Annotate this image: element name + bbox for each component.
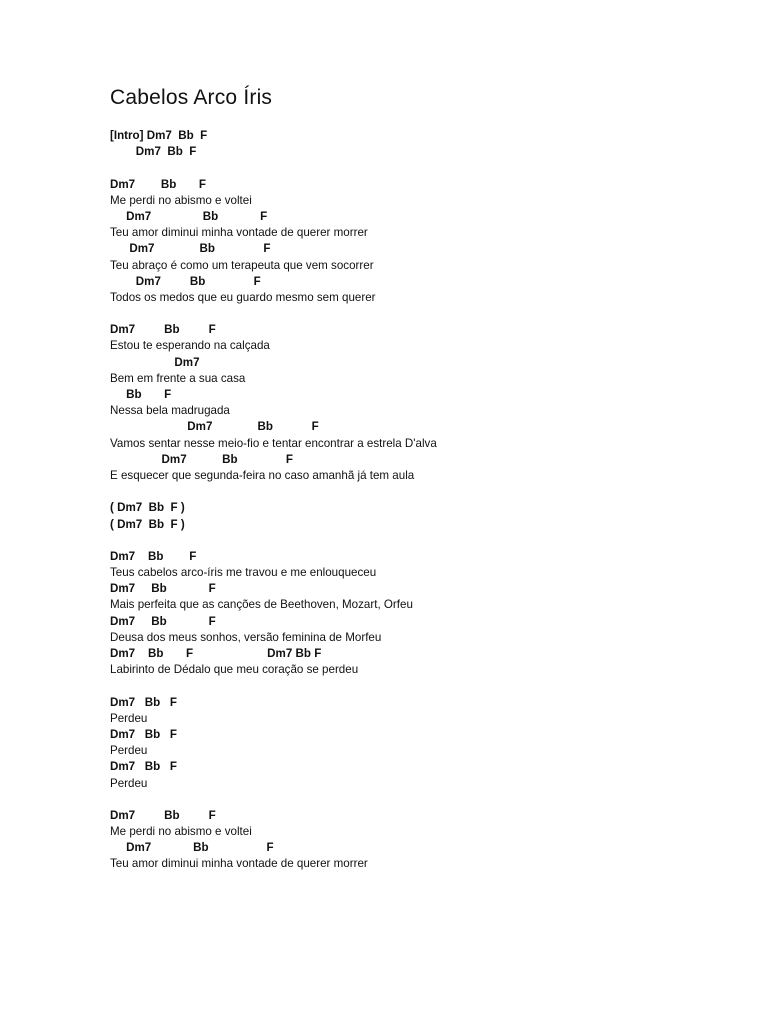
lyric-line: Me perdi no abismo e voltei xyxy=(110,193,252,207)
lyric-line: Bem em frente a sua casa xyxy=(110,371,246,385)
lyric-line: Nessa bela madrugada xyxy=(110,404,230,418)
chord-line: Dm7 Bb F xyxy=(110,177,206,191)
lyric-line: Perdeu xyxy=(110,711,148,725)
lyric-line: Todos os medos que eu guardo mesmo sem querer xyxy=(110,290,376,304)
lyric-line: Teus cabelos arco-íris me travou e me enlouqueceu xyxy=(110,566,377,580)
blank-line xyxy=(110,306,710,322)
chord-line: Dm7 Bb F xyxy=(110,695,177,709)
chord-line: Dm7 Bb F xyxy=(110,582,216,596)
chord-line: Dm7 Bb F xyxy=(110,209,268,223)
blank-line xyxy=(110,792,710,808)
chord-line: [Intro] Dm7 Bb F xyxy=(110,129,208,142)
chord-line: Dm7 Bb F xyxy=(110,841,274,855)
lyric-line: Mais perfeita que as canções de Beethoven, Mozart, Orfeu xyxy=(110,598,413,612)
lyric-line: Teu amor diminui minha vontade de querer morrer xyxy=(110,226,368,240)
chord-sheet xyxy=(110,128,710,873)
chord-line: Dm7 Bb F xyxy=(110,727,177,741)
chord-line: Dm7 Bb F xyxy=(110,549,197,563)
chord-line: Dm7 Bb F xyxy=(110,242,271,256)
blank-line xyxy=(110,678,710,694)
lyric-line: Deusa dos meus sonhos, versão feminina de Morfeu xyxy=(110,630,382,644)
chord-line: ( Dm7 Bb F ) xyxy=(110,517,185,531)
lyric-line: Me perdi no abismo e voltei xyxy=(110,825,252,839)
chord-line: Bb F xyxy=(110,388,172,401)
lyric-line: Vamos sentar nesse meio-fio e tentar encontrar a estrela D'alva xyxy=(110,436,437,450)
song-title: Cabelos Arco Íris xyxy=(110,86,273,109)
chord-line: Dm7 Bb F Dm7 Bb F xyxy=(110,647,322,660)
chord-line: Dm7 Bb F xyxy=(110,808,216,822)
lyric-line: Perdeu xyxy=(110,744,148,758)
blank-line xyxy=(110,533,710,549)
chord-line: Dm7 Bb F xyxy=(110,452,293,466)
chord-line: Dm7 Bb F xyxy=(110,323,216,337)
lyric-line: Perdeu xyxy=(110,776,148,790)
lyric-line: E esquecer que segunda-feira no caso amanhã já tem aula xyxy=(110,468,415,482)
blank-line xyxy=(110,160,710,176)
lyric-line: Teu amor diminui minha vontade de querer morrer xyxy=(110,857,368,871)
chord-line: Dm7 Bb F xyxy=(110,420,319,434)
chord-line: Dm7 Bb F xyxy=(110,614,216,628)
chord-line: ( Dm7 Bb F ) xyxy=(110,501,185,515)
chord-line: Dm7 Bb F xyxy=(110,274,261,288)
lyric-line: Teu abraço é como um terapeuta que vem socorrer xyxy=(110,258,374,272)
chord-line: Dm7 xyxy=(110,355,200,369)
chord-line: Dm7 Bb F xyxy=(110,760,177,774)
blank-line xyxy=(110,484,710,500)
chord-line: Dm7 Bb F xyxy=(110,145,197,159)
lyric-line: Estou te esperando na calçada xyxy=(110,339,270,353)
lyric-line: Labirinto de Dédalo que meu coração se perdeu xyxy=(110,663,359,677)
